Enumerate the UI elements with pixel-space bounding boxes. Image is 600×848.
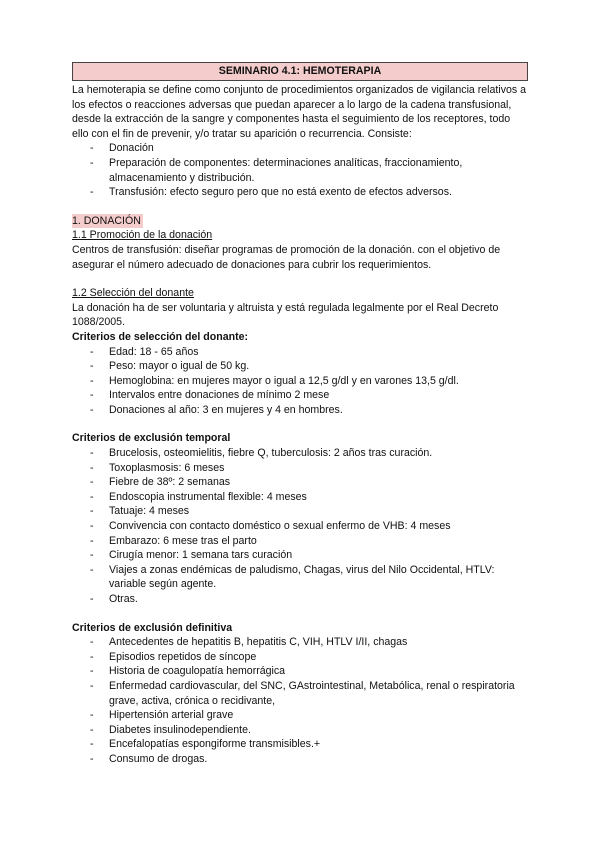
- list-item: - Viajes a zonas endémicas de paludismo, Chagas, virus del Nilo Occidental, HTLV: variable según agente.: [72, 563, 528, 592]
- criteria-temporal-list: [72, 446, 528, 607]
- page-title: SEMINARIO 4.1: HEMOTERAPIA: [72, 62, 528, 81]
- list-item: - Consumo de drogas.: [72, 752, 528, 767]
- list-item: - Preparación de componentes: determinaciones analíticas, fraccionamiento, almacenamiento y distribución.: [72, 156, 528, 185]
- list-item: - Embarazo: 6 mese tras el parto: [72, 534, 528, 549]
- list-item: - Fiebre de 38º: 2 semanas: [72, 475, 528, 490]
- list-item: - Peso: mayor o igual de 50 kg.: [72, 359, 528, 374]
- criteria-selection-heading: Criterios de selección del donante:: [72, 330, 249, 343]
- subsection-heading-seleccion: 1.2 Selección del donante: [72, 287, 194, 300]
- list-item: - Encefalopatías espongiforme transmisibles.+: [72, 737, 528, 752]
- list-item: - Convivencia con contacto doméstico o sexual enfermo de VHB: 4 meses: [72, 519, 528, 534]
- list-item: - Toxoplasmosis: 6 meses: [72, 461, 528, 476]
- intro-paragraph: La hemoterapia se define como conjunto de procedimientos organizados de vigilancia relativos a los efectos o reacciones adversas que puedan aparecer a lo largo de la cadena transfusional, desde la extracción de la sangre y componentes hasta el seguimiento de los receptores, todo ello con el fin de prevenir, y/o tratar su aparición o recurrencia. Consiste:: [72, 84, 527, 140]
- subsection-heading-promocion: 1.1 Promoción de la donación: [72, 229, 213, 242]
- list-item: - Brucelosis, osteomielitis, fiebre Q, tuberculosis: 2 años tras curación.: [72, 446, 528, 461]
- section-heading-donacion: 1. DONACIÓN: [72, 214, 141, 227]
- list-item: - Hemoglobina: en mujeres mayor o igual a 12,5 g/dl y en varones 13,5 g/dl.: [72, 374, 528, 389]
- list-item: - Enfermedad cardiovascular, del SNC, GAstrointestinal, Metabólica, renal o respiratoria grave, activa, crónica o recidivante,: [72, 679, 528, 708]
- list-item: - Episodios repetidos de síncope: [72, 650, 528, 665]
- seleccion-paragraph: La donación ha de ser voluntaria y altruista y está regulada legalmente por el Real Decreto 1088/2005.: [72, 301, 499, 329]
- list-item: - Donación: [72, 141, 528, 156]
- list-item: - Tatuaje: 4 meses: [72, 504, 528, 519]
- criteria-selection-list: [72, 345, 528, 418]
- list-item: - Intervalos entre donaciones de mínimo 2 mese: [72, 388, 528, 403]
- document-page: [72, 62, 528, 767]
- list-item: - Cirugía menor: 1 semana tars curación: [72, 548, 528, 563]
- list-item: - Transfusión: efecto seguro pero que no está exento de efectos adversos.: [72, 185, 528, 200]
- list-item: - Donaciones al año: 3 en mujeres y 4 en hombres.: [72, 403, 528, 418]
- list-item: - Diabetes insulinodependiente.: [72, 723, 528, 738]
- criteria-definitive-heading: Criterios de exclusión definitiva: [72, 621, 233, 634]
- list-item: - Historia de coagulopatía hemorrágica: [72, 664, 528, 679]
- list-item: - Hipertensión arterial grave: [72, 708, 528, 723]
- list-item: - Antecedentes de hepatitis B, hepatitis C, VIH, HTLV I/II, chagas: [72, 635, 528, 650]
- intro-list: [72, 141, 528, 199]
- list-item: - Otras.: [72, 592, 528, 607]
- promocion-paragraph: Centros de transfusión: diseñar programas de promoción de la donación. con el objetivo de asegurar el número adecuado de donaciones para cubrir los requerimientos.: [72, 243, 501, 271]
- criteria-temporal-heading: Criterios de exclusión temporal: [72, 432, 231, 445]
- list-item: - Edad: 18 - 65 años: [72, 345, 528, 360]
- criteria-definitive-list: [72, 635, 528, 766]
- list-item: - Endoscopia instrumental flexible: 4 meses: [72, 490, 528, 505]
